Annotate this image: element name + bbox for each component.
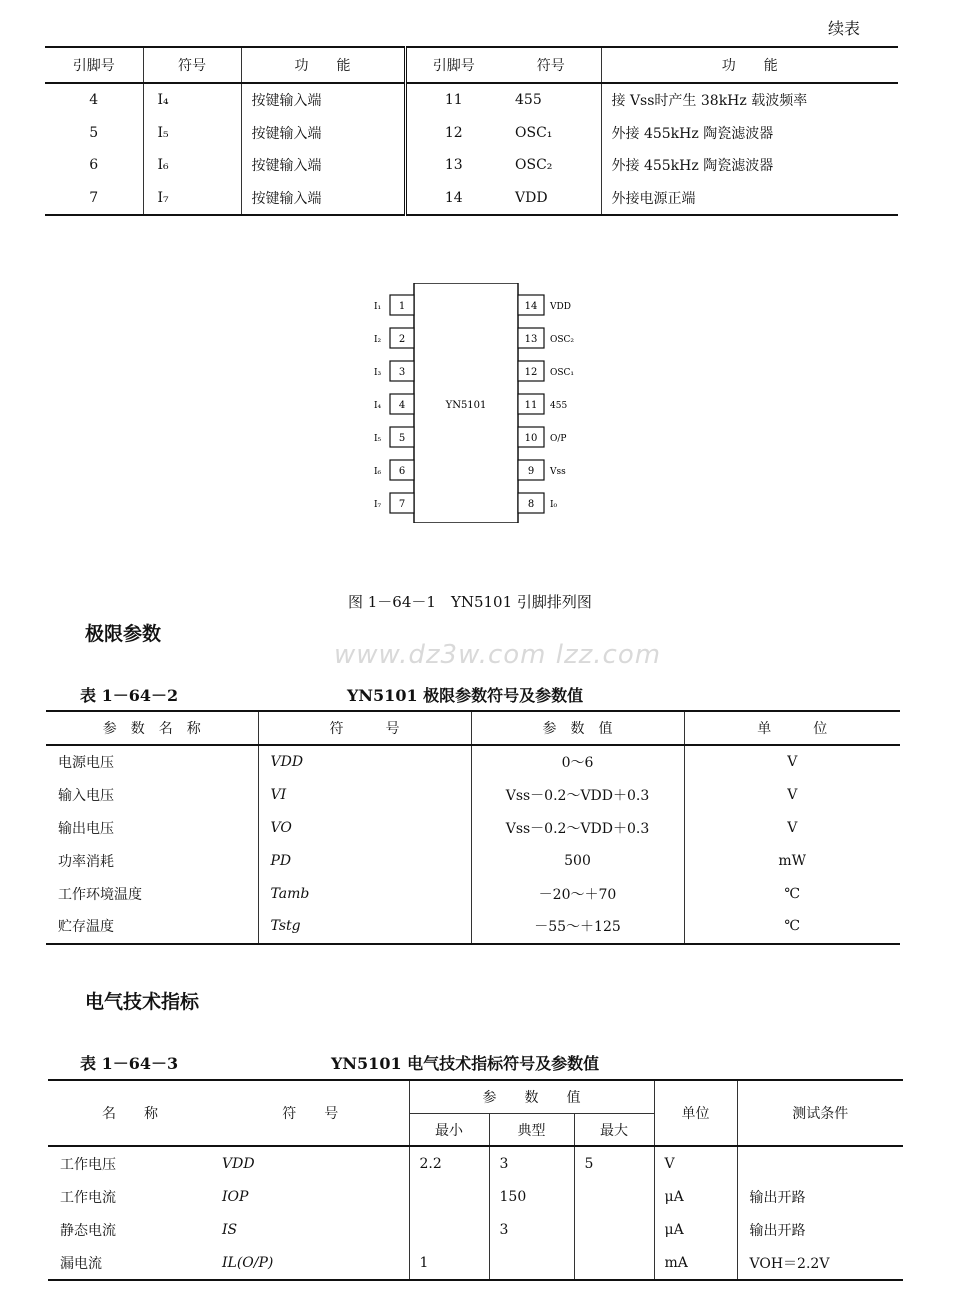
pin-number-label: 10 <box>524 433 538 444</box>
spec-name: 工作电流 <box>60 1189 116 1206</box>
pin-number: 7 <box>45 182 143 216</box>
pin-number: 6 <box>89 157 99 174</box>
pin-name-label: O/P <box>550 434 567 444</box>
pin-name-label: I₀ <box>550 500 558 510</box>
param-unit: ℃ <box>684 910 900 944</box>
spec-max <box>574 1246 654 1280</box>
header-max: 最大 <box>574 1114 654 1147</box>
spec-condition: 输出开路 <box>737 1213 903 1246</box>
pin-symbol: I₆ <box>143 149 241 182</box>
pin-number-label: 14 <box>524 301 538 312</box>
pin-name-label: I₃ <box>374 368 382 378</box>
pin-function: 按键输入端 <box>241 149 405 182</box>
param-unit: V <box>684 745 900 779</box>
pin-function: 按键输入端 <box>241 83 405 117</box>
section-heading-electrical: 电气技术指标 <box>85 991 200 1013</box>
table-row <box>46 812 900 845</box>
spec-symbol: IOP <box>222 1188 249 1205</box>
header-param-values: 参 数 值 <box>409 1080 654 1114</box>
table-row <box>48 1146 903 1180</box>
param-symbol: Tamb <box>258 877 471 910</box>
pin-name-label: Vss <box>550 467 566 477</box>
pin-name-label: VDD <box>550 302 571 312</box>
table-row <box>45 182 898 216</box>
header-function-right: 功 能 <box>601 47 898 83</box>
spec-typ: 3 <box>489 1146 574 1180</box>
header-unit: 单 位 <box>684 711 900 745</box>
pin-symbol: I₅ <box>143 117 241 150</box>
header-symbol-right: 符号 <box>501 47 601 83</box>
pin-number-label: 11 <box>524 400 538 411</box>
elec-table-label: 表 1－64－3 <box>80 1054 179 1073</box>
pin-number: 12 <box>405 117 501 150</box>
header-function-left: 功 能 <box>241 47 405 83</box>
param-unit: mW <box>684 844 900 877</box>
pin-symbol: OSC₂ <box>515 157 553 174</box>
spec-symbol: IS <box>222 1221 238 1238</box>
spec-condition: VOH＝2.2V <box>737 1246 903 1280</box>
pin-table-header-row <box>45 47 898 83</box>
param-name: 输入电压 <box>58 788 114 805</box>
header-pin-right: 引脚号 <box>405 47 501 83</box>
pin-number-label: 6 <box>398 466 406 477</box>
header-pin-left: 引脚号 <box>45 47 143 83</box>
pin-number: 11 <box>405 83 501 117</box>
param-value: －55～＋125 <box>471 910 684 944</box>
spec-symbol: VDD <box>222 1155 255 1172</box>
spec-typ: 150 <box>489 1180 574 1213</box>
pin-name-label: I₁ <box>374 302 382 312</box>
header-typ: 典型 <box>489 1114 574 1147</box>
pin-name-label: I₂ <box>374 335 382 345</box>
table-row <box>48 1180 903 1213</box>
pin-number-label: 3 <box>398 367 406 378</box>
pin-symbol: I₄ <box>143 83 241 117</box>
spec-min <box>409 1180 489 1213</box>
elec-table-title: YN5101 电气技术指标符号及参数值 <box>331 1054 600 1073</box>
pin-number: 14 <box>405 182 501 216</box>
figure-caption: 图 1－64－1 YN5101 引脚排列图 <box>348 593 592 611</box>
pin-number: 13 <box>405 149 501 182</box>
pin-number-label: 13 <box>524 334 538 345</box>
pin-number: 5 <box>89 124 99 141</box>
continued-label: 续表 <box>828 19 861 38</box>
pin-symbol: 455 <box>515 92 542 109</box>
table-row <box>48 1246 903 1280</box>
table-row <box>46 910 900 944</box>
pin-function: 外接 455kHz 陶瓷滤波器 <box>601 117 898 150</box>
table-row <box>45 83 898 117</box>
spec-condition <box>737 1146 903 1180</box>
spec-min <box>409 1213 489 1246</box>
pin-function: 接 Vss时产生 38kHz 载波频率 <box>601 83 898 117</box>
pin-name-label: OSC₂ <box>550 335 575 345</box>
param-symbol: PD <box>258 844 471 877</box>
pin-number-label: 8 <box>527 499 535 510</box>
spec-typ: 3 <box>489 1213 574 1246</box>
header-symbol: 符 号 <box>212 1080 409 1146</box>
pin-number: 4 <box>89 92 99 109</box>
header-test-condition: 测试条件 <box>737 1080 903 1146</box>
pin-function-table <box>45 46 898 216</box>
spec-min: 1 <box>409 1246 489 1280</box>
param-unit: ℃ <box>684 877 900 910</box>
table-row <box>46 844 900 877</box>
pin-function: 按键输入端 <box>241 182 405 216</box>
table-row <box>46 877 900 910</box>
chip-name: YN5101 <box>445 400 487 411</box>
pin-number-label: 9 <box>527 466 535 477</box>
spec-max <box>574 1213 654 1246</box>
header-unit: 单位 <box>654 1080 737 1146</box>
spec-unit: mA <box>654 1246 737 1280</box>
param-symbol: VDD <box>258 745 471 779</box>
table-row <box>46 745 900 779</box>
spec-name: 静态电流 <box>60 1222 116 1239</box>
header-symbol: 符 号 <box>258 711 471 745</box>
header-symbol-left: 符号 <box>143 47 241 83</box>
table-row <box>45 117 898 150</box>
electrical-specs-table <box>48 1079 903 1281</box>
spec-unit: V <box>654 1146 737 1180</box>
pin-function: 外接电源正端 <box>601 182 898 216</box>
limit-parameters-table <box>46 710 900 945</box>
watermark: www.dz3w.com lzz.com <box>334 640 662 670</box>
param-name: 贮存温度 <box>46 910 258 944</box>
param-name: 输出电压 <box>58 820 114 837</box>
limit-table-label: 表 1－64－2 <box>80 686 179 705</box>
param-value: Vss－0.2～VDD＋0.3 <box>471 779 684 812</box>
pin-number-label: 5 <box>398 433 406 444</box>
pin-function: 外接 455kHz 陶瓷滤波器 <box>601 149 898 182</box>
spec-max <box>574 1180 654 1213</box>
param-name: 工作环境温度 <box>58 886 142 903</box>
header-name: 名 称 <box>48 1080 212 1146</box>
pin-name-label: I₄ <box>374 401 382 411</box>
pin-number-label: 7 <box>398 499 406 510</box>
pin-name-label: I₅ <box>374 434 382 444</box>
spec-min: 2.2 <box>409 1146 489 1180</box>
param-unit: V <box>684 812 900 845</box>
header-value: 参 数 值 <box>471 711 684 745</box>
section-heading-limits: 极限参数 <box>85 623 162 645</box>
elec-table-header-row <box>48 1080 903 1114</box>
header-param-name: 参 数 名 称 <box>46 711 258 745</box>
pin-name-label: I₇ <box>374 500 382 510</box>
spec-symbol: IL(O/P) <box>212 1246 409 1280</box>
table-row <box>45 149 898 182</box>
pin-number-label: 1 <box>398 301 406 312</box>
param-value: －20～＋70 <box>471 877 684 910</box>
param-name: 功率消耗 <box>58 853 114 870</box>
pin-number-label: 4 <box>398 400 406 411</box>
spec-name: 漏电流 <box>48 1246 212 1280</box>
pin-name-label: OSC₁ <box>550 368 575 378</box>
table-row <box>48 1213 903 1246</box>
pin-number-label: 12 <box>524 367 538 378</box>
pin-number-label: 2 <box>398 334 406 345</box>
spec-typ <box>489 1246 574 1280</box>
param-symbol: Tstg <box>258 910 471 944</box>
limit-table-header-row <box>46 711 900 745</box>
pin-symbol: I₇ <box>143 182 241 216</box>
param-value: 500 <box>471 844 684 877</box>
limit-table-title: YN5101 极限参数符号及参数值 <box>347 686 584 705</box>
param-name: 电源电压 <box>58 755 114 772</box>
spec-unit: μA <box>654 1213 737 1246</box>
pin-function: 按键输入端 <box>241 117 405 150</box>
spec-condition: 输出开路 <box>737 1180 903 1213</box>
param-value: 0～6 <box>471 745 684 779</box>
chip-pinout-diagram <box>360 283 600 523</box>
pin-symbol: VDD <box>501 182 601 216</box>
header-min: 最小 <box>409 1114 489 1147</box>
table-row <box>46 779 900 812</box>
param-symbol: VO <box>258 812 471 845</box>
spec-max: 5 <box>574 1146 654 1180</box>
spec-name: 工作电压 <box>60 1156 116 1173</box>
param-symbol: VI <box>258 779 471 812</box>
param-unit: V <box>684 779 900 812</box>
spec-unit: μA <box>654 1180 737 1213</box>
pin-name-label: I₆ <box>374 467 382 477</box>
param-value: Vss－0.2～VDD＋0.3 <box>471 812 684 845</box>
pin-symbol: OSC₁ <box>515 124 553 141</box>
pin-name-label: 455 <box>550 401 568 411</box>
